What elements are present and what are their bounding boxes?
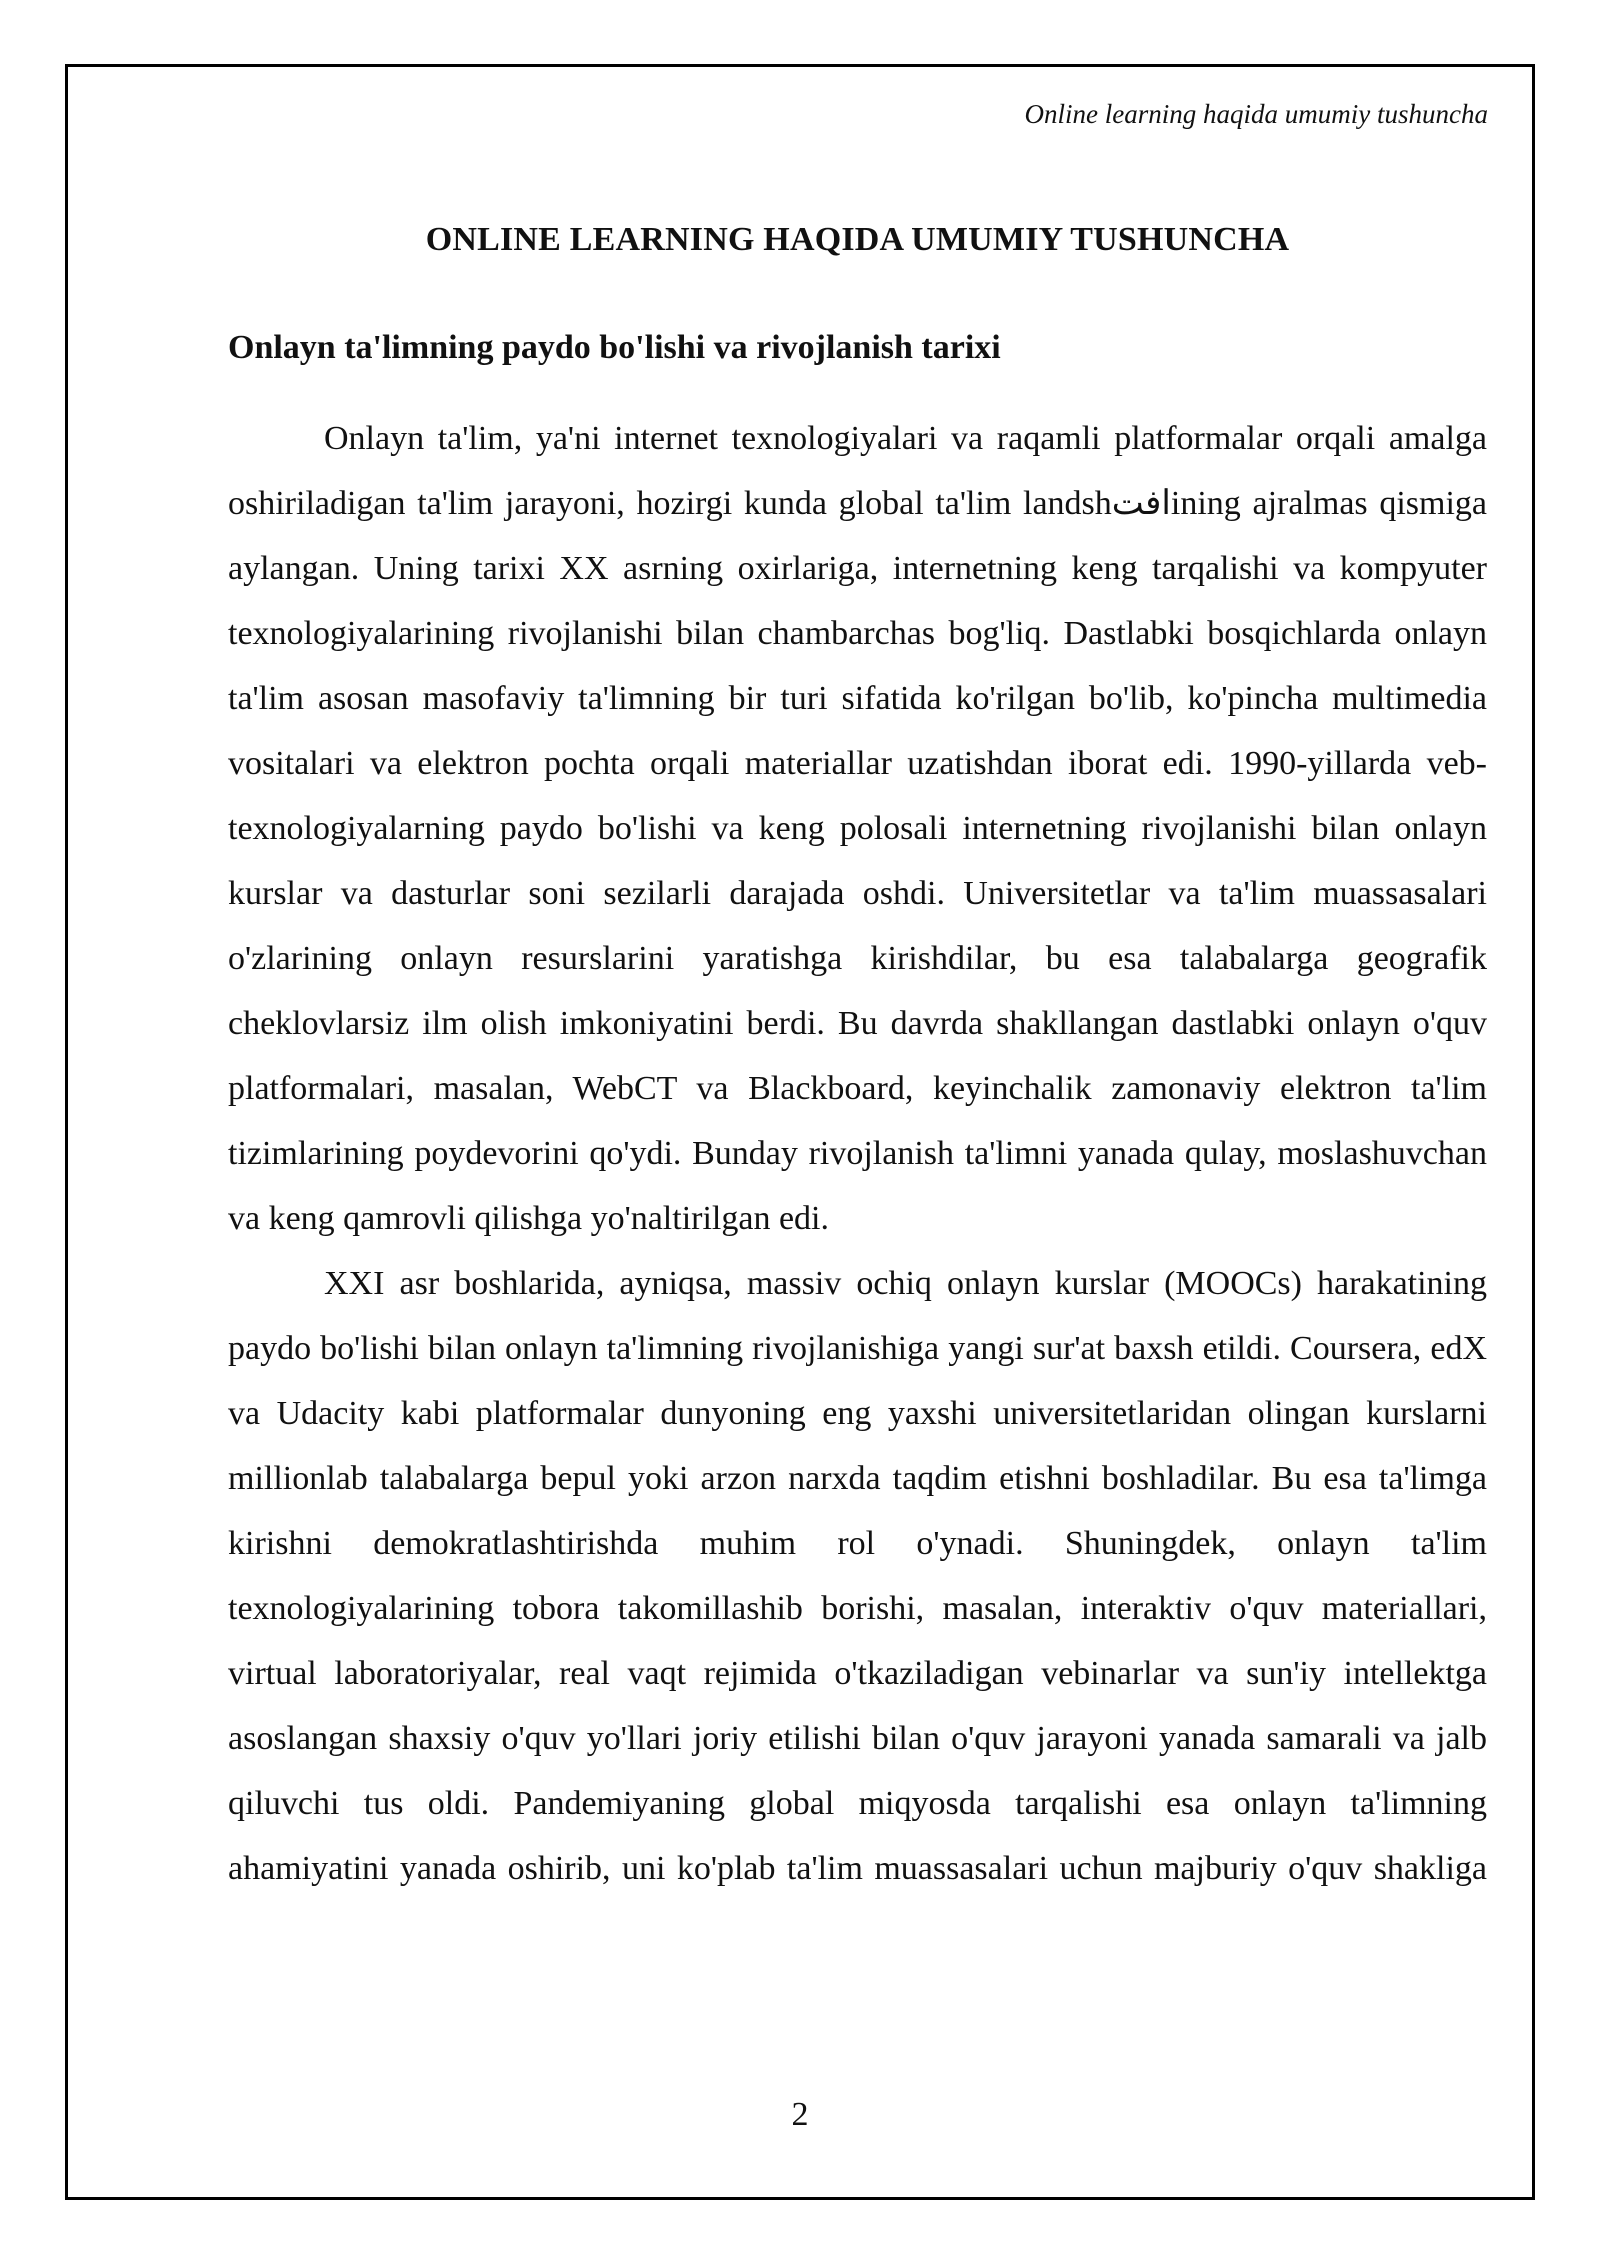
page-number: 2 (791, 2096, 809, 2133)
document-title: ONLINE LEARNING HAQIDA UMUMIY TUSHUNCHA (425, 221, 1290, 258)
section-heading: Onlayn ta'limning paydo bo'lishi va rivojlanish tarixi (228, 329, 1001, 366)
paragraph: XXI asr boshlarida, ayniqsa, massiv ochiq onlayn kurslar (MOOCs) harakatining paydo bo'lishi bilan onlayn ta'limning rivojlanishiga yangi sur'at baxsh etildi. Coursera, edX va Udacity kabi platformalar dunyoning eng yaxshi universitetlaridan olingan kurslarni millionlab talabalarga bepul yoki arzon narxda taqdim etishni boshladilar. Bu esa ta'limga kirishni demokratlashtirishda muhim rol o'ynadi. Shuningdek, onlayn ta'lim texnologiyalarining tobora takomillashib borishi, masalan, interaktiv o'quv materiallari, virtual laboratoriyalar, real vaqt rejimida o'tkaziladigan vebinarlar va sun'iy intellektga asoslangan shaxsiy o'quv yo'llari joriy etilishi bilan o'quv jarayoni yanada samarali va jalb qiluvchi tus oldi. Pandemiyaning global miqyosda tarqalishi esa onlayn ta'limning ahamiyatini yanada oshirib, uni ko'plab ta'lim muassasalari uchun majburiy o'quv shakliga (228, 1265, 1487, 1887)
running-header: Online learning haqida umumiy tushuncha (1024, 99, 1488, 129)
body-text (228, 406, 1487, 1901)
paragraph: Onlayn ta'lim, ya'ni internet texnologiyalari va raqamli platformalar orqali amalga oshiriladigan ta'lim jarayoni, hozirgi kunda global ta'lim landshافتining ajralmas qismiga aylangan. Uning tarixi XX asrning oxirlariga, internetning keng tarqalishi va kompyuter texnologiyalarining rivojlanishi bilan chambarchas bog'liq. Dastlabki bosqichlarda onlayn ta'lim asosan masofaviy ta'limning bir turi sifatida ko'rilgan bo'lib, ko'pincha multimedia vositalari va elektron pochta orqali materiallar uzatishdan iborat edi. 1990-yillarda veb-texnologiyalarning paydo bo'lishi va keng polosali internetning rivojlanishi bilan onlayn kurslar va dasturlar soni sezilarli darajada oshdi. Universitetlar va ta'lim muassasalari o'zlarining onlayn resurslarini yaratishga kirishdilar, bu esa talabalarga geografik cheklovlarsiz ilm olish imkoniyatini berdi. Bu davrda shakllangan dastlabki onlayn o'quv platformalari, masalan, WebCT va Blackboard, keyinchalik zamonaviy elektron ta'lim tizimlarining poydevorini qo'ydi. Bunday rivojlanish ta'limni yanada qulay, moslashuvchan va keng qamrovli qilishga yo'naltirilgan edi. (228, 420, 1487, 1237)
